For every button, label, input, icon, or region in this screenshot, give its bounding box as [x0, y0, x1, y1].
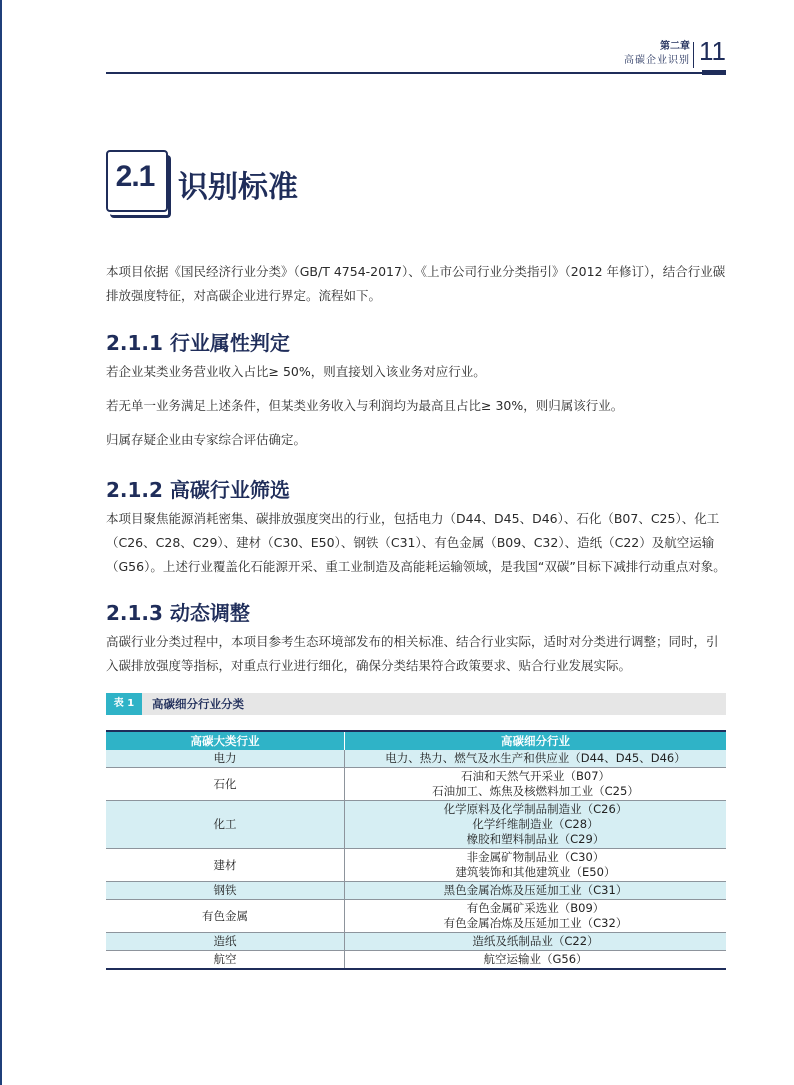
table-row	[106, 900, 726, 933]
subindustry-item: 化学纤维制造业（C28）	[472, 817, 599, 831]
table-row	[106, 750, 726, 768]
chapter-label: 第二章	[660, 41, 690, 52]
subindustry-item: 石油加工、炼焦及核燃料加工业（C25）	[432, 784, 639, 798]
subindustry-cell	[345, 801, 727, 849]
column-header-category: 高碳大类行业	[106, 731, 345, 750]
table-row	[106, 768, 726, 801]
subindustry-item: 建筑装饰和其他建筑业（E50）	[455, 865, 616, 879]
category-cell: 建材	[106, 849, 345, 882]
category-cell: 有色金属	[106, 900, 345, 933]
subindustry-cell	[345, 849, 727, 882]
subindustry-item: 化学原料及化学制品制造业（C26）	[443, 802, 628, 816]
page-edge-stripe	[0, 0, 2, 1085]
subindustry-cell	[345, 750, 727, 768]
page-number: 11	[699, 36, 726, 66]
subindustry-item: 橡胶和塑料制品业（C29）	[466, 832, 605, 846]
category-cell: 化工	[106, 801, 345, 849]
subindustry-item: 电力、热力、燃气及水生产和供应业（D44、D45、D46）	[385, 751, 686, 765]
rule-paragraph-2: 若无单一业务满足上述条件，但某类业务收入与利润均为最高且占比≥ 30%，则归属该行业。	[106, 398, 624, 413]
subindustry-cell	[345, 951, 727, 970]
table-caption-text: 高碳细分行业分类	[152, 697, 244, 711]
category-cell: 造纸	[106, 933, 345, 951]
subindustry-item: 航空运输业（G56）	[483, 952, 588, 966]
table-row	[106, 849, 726, 882]
adjustment-paragraph: 高碳行业分类过程中，本项目参考生态环境部发布的相关标准、结合行业实际，适时对分类进行调整；同时，引入碳排放强度等指标，对重点行业进行细化，确保分类结果符合政策要求、贴合行业发展实际。	[106, 634, 719, 673]
subindustry-item: 造纸及纸制品业（C22）	[472, 934, 599, 948]
table-row	[106, 801, 726, 849]
rule-paragraph-3: 归属存疑企业由专家综合评估确定。	[106, 432, 307, 447]
section-number: 2.1	[115, 160, 155, 193]
table-caption	[106, 693, 726, 715]
screening-paragraph: 本项目聚焦能源消耗密集、碳排放强度突出的行业，包括电力（D44、D45、D46）、石化（B07、C25）、化工（C26、C28、C29）、建材（C30、E50）、钢铁（C31）、有色金属（B09、C32）、造纸（C22）及航空运输（G56）。上述行业覆盖化石能源开采、重工业制造及高能耗运输领域，是我国“双碳”目标下减排行动重点对象。	[106, 511, 726, 574]
category-cell: 航空	[106, 951, 345, 970]
table-row	[106, 933, 726, 951]
table-row	[106, 882, 726, 900]
header-divider	[693, 42, 694, 68]
header-rule	[106, 72, 726, 74]
subindustry-item: 黑色金属冶炼及压延加工业（C31）	[443, 883, 628, 897]
running-header-text	[624, 40, 690, 68]
subsection-heading-2-1-1: 2.1.1 行业属性判定	[106, 331, 290, 355]
table-row	[106, 951, 726, 970]
category-cell: 电力	[106, 750, 345, 768]
subindustry-item: 有色金属矿采选业（B09）	[466, 901, 605, 915]
running-header	[106, 38, 726, 76]
table-header-row	[106, 731, 726, 750]
category-cell: 钢铁	[106, 882, 345, 900]
category-cell: 石化	[106, 768, 345, 801]
header-rule-accent	[702, 70, 726, 75]
intro-paragraph: 本项目依据《国民经济行业分类》（GB/T 4754-2017）、《上市公司行业分类指引》（2012 年修订），结合行业碳排放强度特征，对高碳企业进行界定。流程如下。	[106, 264, 726, 303]
industry-table	[106, 730, 726, 970]
subindustry-cell	[345, 900, 727, 933]
subsection-heading-2-1-3: 2.1.3 动态调整	[106, 601, 250, 625]
subindustry-cell	[345, 882, 727, 900]
chapter-title: 高碳企业识别	[624, 55, 690, 66]
subindustry-item: 非金属矿物制品业（C30）	[466, 850, 605, 864]
subindustry-item: 有色金属冶炼及压延加工业（C32）	[443, 916, 628, 930]
subindustry-cell	[345, 933, 727, 951]
table-number-tag: 表 1	[106, 693, 142, 715]
section-title: 识别标准	[178, 170, 298, 205]
rule-paragraph-1: 若企业某类业务营业收入占比≥ 50%，则直接划入该业务对应行业。	[106, 364, 486, 379]
subindustry-item: 石油和天然气开采业（B07）	[460, 769, 611, 783]
column-header-subindustry: 高碳细分行业	[345, 731, 727, 750]
subsection-heading-2-1-2: 2.1.2 高碳行业筛选	[106, 478, 290, 502]
subindustry-cell	[345, 768, 727, 801]
